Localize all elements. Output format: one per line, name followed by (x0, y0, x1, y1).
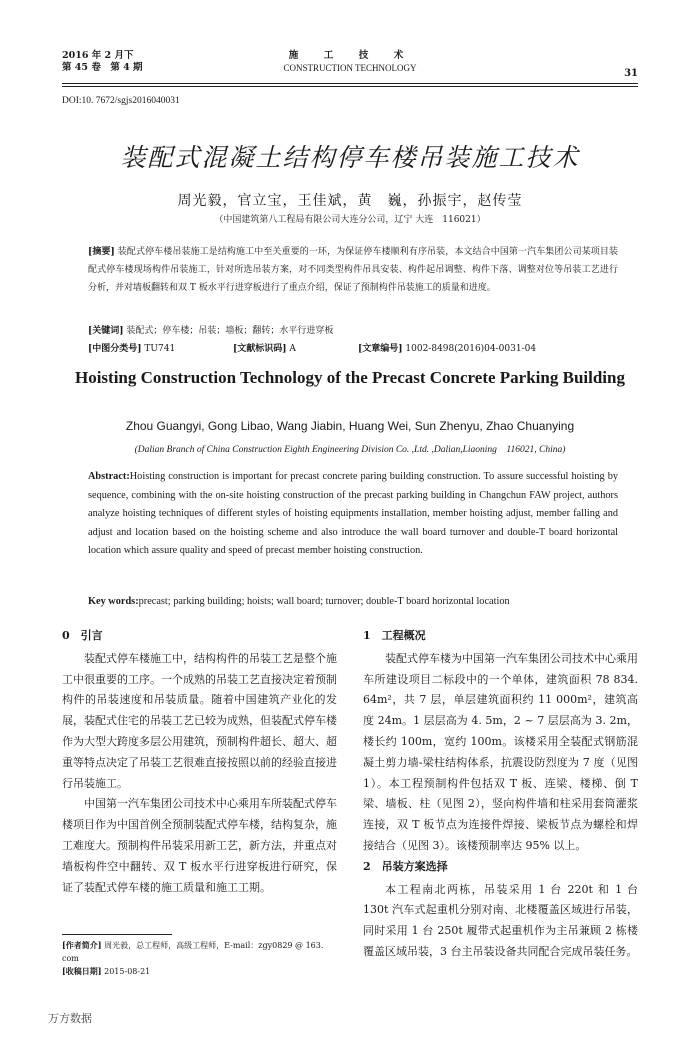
abstract-cn-label: [摘要] (88, 247, 115, 257)
abstract-en (88, 468, 618, 561)
footnote (62, 939, 337, 978)
footnote-rule (62, 934, 172, 935)
header-rule (62, 83, 638, 84)
watermark: 万方数据 (48, 1012, 92, 1025)
title-cn: 装配式混凝土结构停车楼吊装施工技术 (120, 143, 580, 172)
scheme-paragraph: 本工程南北两栋，吊装采用 1 台 220t 和 1 台 130t 汽车式起重机分别对南、北楼覆盖区域进行吊装，同时采用 1 台 250t 履带式起重机作为主吊兼顾 2 栋楼覆盖区域吊装，3 台主吊装设备共同配合完成吊装任务。 (363, 882, 638, 958)
section-overview-title: 1 工程概况 (363, 629, 426, 642)
issue-date: 2016 年 2 月下 (62, 50, 134, 61)
doc-code: [文献标识码] A (233, 344, 296, 354)
journal-name-cn: 施 工 技 术 (288, 50, 412, 61)
intro-paragraph-1: 装配式停车楼施工中，结构构件的吊装工艺是整个施工中很重要的工序。一个成熟的吊装工艺直接决定着预制构件的吊装速度和吊装质量。随着中国建筑产业化的发展，装配式住宅的吊装工艺已较为成熟，但装配式停车楼作为大型大跨度多层公用建筑，预制构件超长、超大、超重等特点决定了吊装工艺很难直接按照以前的经验直接进行吊装施工。 (62, 651, 337, 790)
received-date: [收稿日期] 2015-08-21 (62, 966, 151, 976)
header-left (62, 50, 143, 74)
abstract-en-label: Abstract: (88, 471, 130, 482)
left-column (62, 626, 337, 898)
authors-en: Zhou Guangyi, Gong Libao, Wang Jiabin, Huang Wei, Sun Zhenyu, Zhao Chuanying (125, 419, 575, 433)
overview-paragraph: 装配式停车楼为中国第一汽车集团公司技术中心乘用车所建设项目二标段中的一个单体，建筑面积 78 834. 64m²，共 7 层，单层建筑面积约 11 000m²，建筑高度 24m。1 层层高为 4. 5m，2 ~ 7 层层高为 3. 2m，楼长约 100m，宽约 100m。该楼采用全装配式钢筋混凝土剪力墙-梁柱结构体系，抗震设防烈度为 7 度（见图 1）。本工程预制构件包括双 T 板、连梁、楼梯、倒 T 梁、墙板、柱（见图 2），竖向构件墙和柱采用套筒灌浆连接，双 T 板节点为连接件焊接、梁板节点为螺栓和焊接结合（见图 3）。该楼预制率达 95% 以上。 (363, 651, 638, 852)
keywords-cn-text: 装配式；停车楼；吊装；墙板；翻转；水平行进穿板 (126, 326, 334, 336)
affiliation-en: (Dalian Branch of China Construction Eighth Engineering Division Co. ,Ltd. ,Dalian,Liaoning 116021, China) (134, 445, 566, 455)
abstract-cn-text: 装配式停车楼吊装施工是结构施工中至关重要的一环，为保证停车楼顺利有序吊装，本文结合中国第一汽车集团公司某项目装配式停车楼现场构件吊装施工，针对所选吊装方案，对不同类型构件吊具安装、构件起吊调整、构件下落、调整对位等吊装工艺进行分析，并对墙板翻转和双 T 板水平行进穿板进行了重点介绍，保证了预制构件吊装施工的质量和进度。 (88, 247, 618, 293)
affiliation-cn: （中国建筑第八工程局有限公司大连分公司，辽宁 大连 116021） (214, 215, 486, 225)
intro-paragraph-2: 中国第一汽车集团公司技术中心乘用车所装配式停车楼项目作为中国首例全预制装配式停车楼，结构复杂，施工难度大。预制构件吊装采用新工艺，新方法，并重点对墙板构件空中翻转、双 T 板水平行进穿板进行研究，保证了装配式停车楼的施工质量和施工工期。 (62, 797, 337, 894)
journal-name-en: CONSTRUCTION TECHNOLOGY (283, 63, 417, 73)
abstract-cn (88, 243, 618, 297)
clc-code: [中图分类号] TU741 (88, 344, 176, 354)
authors-cn: 周光毅，官立宝，王佳斌，黄 巍，孙振宇，赵传莹 (177, 193, 523, 209)
author-note: [作者简介] 周光毅，总工程师，高级工程师，E-mail：zgy0829 @ 163. com (62, 940, 324, 963)
page-number: 31 (624, 68, 638, 79)
section-scheme-title: 2 吊装方案选择 (363, 859, 448, 873)
header-rule-thin (62, 86, 638, 87)
section-intro-title: 0 引言 (62, 629, 103, 642)
right-column (363, 626, 638, 963)
abstract-en-text: Hoisting construction is important for precast concrete paring building construction. To assure successful hoisting by sequence, combining with the on-site hoisting construction of the precast parking building in Changchun FAW project, authors analyze hoisting techniques of different styles of hoisting equipments installation, member hoisting adjust, member falling and adjust and location based on the hoisting scheme and also introduce the wall board turnover and double-T board horizontal location which assure quality and speed of precast member hoisting construction. (88, 471, 618, 556)
keywords-cn-label: [关键词] (88, 326, 124, 336)
doi: DOI:10. 7672/sgjs2016040031 (62, 96, 180, 106)
article-number: [文章编号] 1002-8498(2016)04-0031-04 (358, 344, 537, 354)
title-en: Hoisting Construction Technology of the Precast Concrete Parking Building (74, 368, 625, 387)
keywords-en (88, 593, 618, 611)
keywords-en-text: precast; parking building; hoists; wall board; turnover; double-T board horizontal location (138, 596, 510, 607)
keywords-cn (88, 322, 618, 340)
keywords-en-label: Key words: (88, 596, 139, 607)
header-center (230, 50, 470, 74)
issue-volume: 第 45 卷 第 4 期 (62, 62, 143, 73)
